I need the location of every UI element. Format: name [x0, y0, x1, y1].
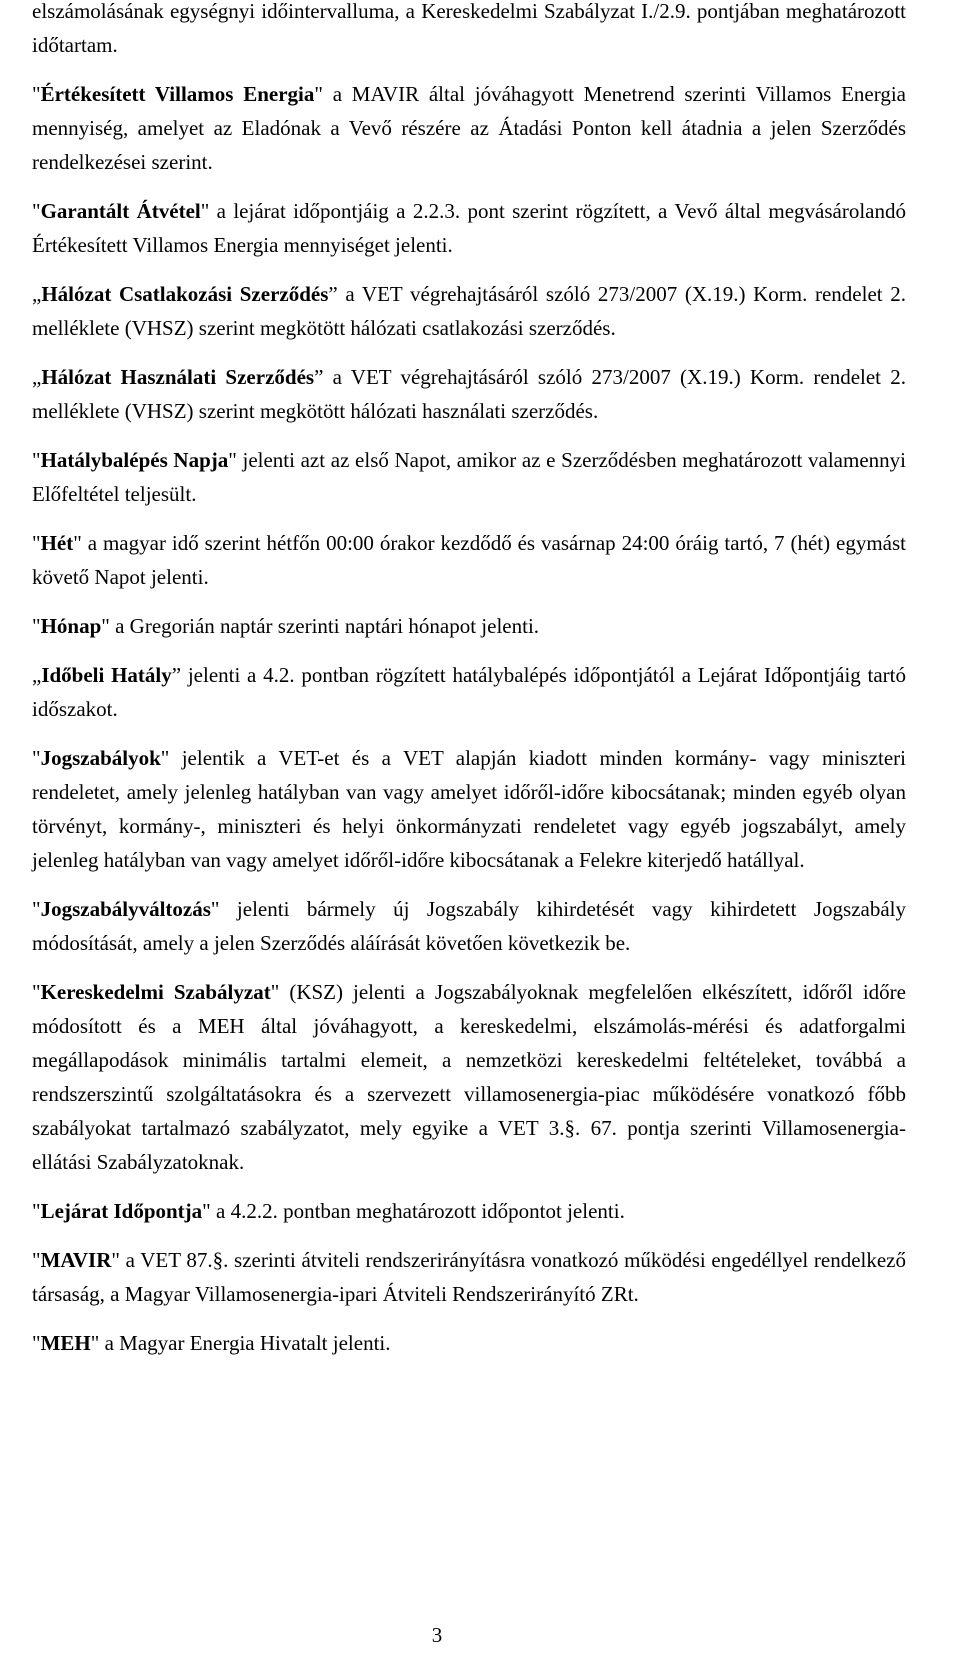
defined-term: Garantált Átvétel	[40, 199, 201, 223]
quote-close: "	[228, 448, 237, 472]
definition-text: a 4.2.2. pontban meghatározott időpontot jelenti.	[210, 1199, 625, 1223]
definition-mavir	[32, 1243, 906, 1311]
definition-text: a VET 87.§. szerinti átviteli rendszerirányításra vonatkozó működési engedéllyel rendelkező társaság, a Magyar Villamosenergia-ipari Átviteli Rendszerirányító ZRt.	[32, 1248, 906, 1306]
quote-close: "	[111, 1248, 120, 1272]
defined-term: MAVIR	[40, 1248, 112, 1272]
quote-open: "	[32, 897, 41, 921]
quote-open: „	[32, 282, 42, 306]
defined-term: Értékesített Villamos Energia	[40, 82, 315, 106]
defined-term: Hálózat Használati Szerződés	[41, 365, 315, 389]
definition-hatalybalepes-napja	[32, 443, 906, 511]
quote-open: "	[32, 448, 41, 472]
defined-term: MEH	[40, 1331, 91, 1355]
quote-close: "	[210, 897, 220, 921]
definition-jogszabalyvaltozas	[32, 892, 906, 960]
defined-term: Lejárat Időpontja	[40, 1199, 203, 1223]
defined-term: Hatálybalépés Napja	[40, 448, 229, 472]
defined-term: Jogszabályok	[40, 746, 161, 770]
quote-open: "	[32, 1248, 41, 1272]
quote-close: "	[270, 980, 280, 1004]
defined-term: Időbeli Hatály	[41, 663, 172, 687]
definition-ertekesitett-villamos-energia	[32, 77, 906, 179]
quote-open: "	[32, 82, 41, 106]
quote-close: "	[160, 746, 170, 770]
defined-term: Kereskedelmi Szabályzat	[40, 980, 271, 1004]
definition-text: a Gregorián naptár szerinti naptári hónapot jelenti.	[109, 614, 540, 638]
definition-text: a lejárat időpontjáig a 2.2.3. pont szerint rögzített, a Vevő által megvásárolandó Értékesített Villamos Energia mennyiséget jelenti.	[32, 199, 906, 257]
quote-close: ”	[171, 663, 182, 687]
defined-term: Hónap	[40, 614, 102, 638]
quote-close: "	[73, 531, 82, 555]
definition-text: a VET végrehajtásáról szóló 273/2007 (X.19.) Korm. rendelet 2. melléklete (VHSZ) szerint megkötött hálózati használati szerződés.	[32, 365, 906, 423]
definition-het	[32, 526, 906, 594]
definition-text: a magyar idő szerint hétfőn 00:00 órakor kezdődő és vasárnap 24:00 óráig tartó, 7 (hét) egymást követő Napot jelenti.	[32, 531, 906, 589]
quote-close: "	[314, 82, 323, 106]
quote-open: „	[32, 365, 42, 389]
quote-open: "	[32, 614, 41, 638]
quote-open: "	[32, 746, 41, 770]
definition-honap	[32, 609, 906, 643]
quote-close: "	[200, 199, 210, 223]
definition-meh	[32, 1326, 906, 1360]
quote-close: "	[90, 1331, 100, 1355]
definition-idobeli-hataly	[32, 658, 906, 726]
quote-open: "	[32, 1331, 41, 1355]
paragraph-intro	[32, 0, 906, 62]
definition-text: (KSZ) jelenti a Jogszabályoknak megfelelően elkészített, időről időre módosított és a MEH által jóváhagyott, a kereskedelmi, elszámolás-mérési és adatforgalmi megállapodások minimális tartalmi elemeit, a nemzetközi kereskedelmi feltételeket, továbbá a rendszerszintű szolgáltatásokra és a szervezett villamosenergia-piac működésére vonatkozó főbb szabályokat tartalmazó szabályzatot, mely egyike a VET 3.§. 67. pontja szerinti Villamosenergia-ellátási Szabályzatoknak.	[32, 980, 906, 1174]
definition-text: a MAVIR által jóváhagyott Menetrend szerinti Villamos Energia mennyiség, amelyet az Eladónak a Vevő részére az Átadási Ponton kell átadnia a jelen Szerződés rendelkezései szerint.	[32, 82, 906, 174]
definition-garantalt-atvetel	[32, 194, 906, 262]
definition-lejarat-idopontja	[32, 1194, 906, 1228]
definition-text: jelenti azt az első Napot, amikor az e Szerződésben meghatározott valamennyi Előfeltétel teljesült.	[32, 448, 906, 506]
quote-close: "	[101, 614, 110, 638]
quote-open: "	[32, 980, 41, 1004]
definition-text: a Magyar Energia Hivatalt jelenti.	[99, 1331, 391, 1355]
defined-term: Hálózat Csatlakozási Szerződés	[41, 282, 329, 306]
definition-halozat-csatlakozasi-szerzodes	[32, 277, 906, 345]
defined-term: Hét	[40, 531, 74, 555]
quote-open: "	[32, 1199, 41, 1223]
paragraph-text: elszámolásának egységnyi időintervalluma, a Kereskedelmi Szabályzat I./2.9. pontjában meghatározott időtartam.	[32, 0, 906, 57]
quote-open: "	[32, 531, 41, 555]
defined-term: Jogszabályváltozás	[40, 897, 211, 921]
definition-text: jelenti bármely új Jogszabály kihirdetését vagy kihirdetett Jogszabály módosítását, amely a jelen Szerződés aláírását követően következik be.	[32, 897, 906, 955]
quote-close: "	[202, 1199, 211, 1223]
definition-kereskedelmi-szabalyzat	[32, 975, 906, 1179]
quote-close: ”	[314, 365, 324, 389]
page-number: 3	[431, 1623, 443, 1647]
quote-open: „	[32, 663, 42, 687]
definition-text: a VET végrehajtásáról szóló 273/2007 (X.19.) Korm. rendelet 2. melléklete (VHSZ) szerint megkötött hálózati csatlakozási szerződés.	[32, 282, 906, 340]
definition-jogszabalyok	[32, 741, 906, 877]
definition-text: jelenti a 4.2. pontban rögzített hatálybalépés időpontjától a Lejárat Időpontjáig tartó időszakot.	[32, 663, 907, 721]
quote-close: ”	[328, 282, 338, 306]
definition-halozat-hasznalati-szerzodes	[32, 360, 906, 428]
quote-open: "	[32, 199, 41, 223]
definition-text: jelentik a VET-et és a VET alapján kiadott minden kormány- vagy miniszteri rendeletet, amely jelenleg hatályban van vagy amelyet időről-időre kibocsátanak; minden egyéb olyan törvényt, kormány-, miniszteri és helyi önkormányzati rendeletet vagy egyéb jogszabályt, amely jelenleg hatályban van vagy amelyet időről-időre kibocsátanak a Felekre kiterjedő hatállyal.	[32, 746, 906, 872]
